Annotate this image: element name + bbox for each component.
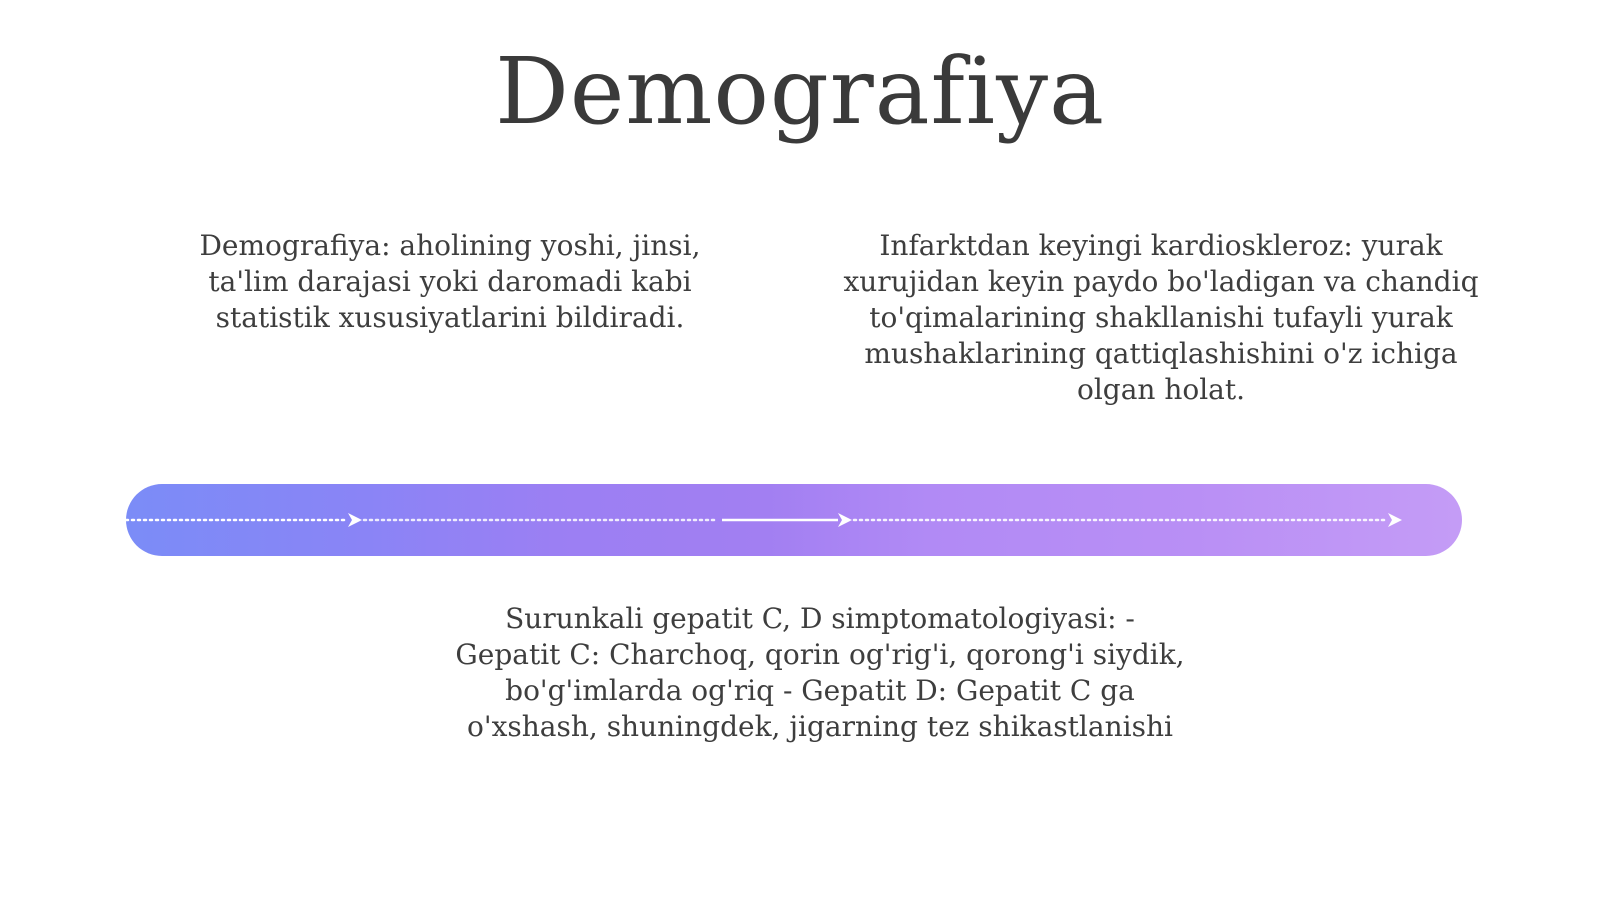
timeline-bar — [126, 484, 1462, 556]
arrow-right-icon — [838, 513, 852, 527]
timeline-graphic — [126, 484, 1462, 556]
arrow-right-icon — [1388, 513, 1402, 527]
arrow-right-icon — [348, 513, 362, 527]
right-text-block: Infarktdan keyingi kardioskleroz: yurak xurujidan keyin paydo bo'ladigan va chandiq to'qimalarining shakllanishi tufayli yurak mushaklarining qattiqlashishini o'z ichiga olgan holat. — [843, 229, 1479, 406]
left-text-block: Demografiya: aholining yoshi, jinsi, ta'lim darajasi yoki daromadi kabi statistik xususiyatlarini bildiradi. — [199, 229, 701, 334]
bottom-text-block: Surunkali gepatit C, D simptomatologiyasi: - Gepatit C: Charchoq, qorin og'rig'i, qorong'i siydik, bo'g'imlarda og'riq - Gepatit D: Gepatit C ga o'xshash, shuningdek, jigarning tez shikastlanishi — [455, 602, 1185, 743]
slide-title: Demografiya — [495, 38, 1105, 145]
